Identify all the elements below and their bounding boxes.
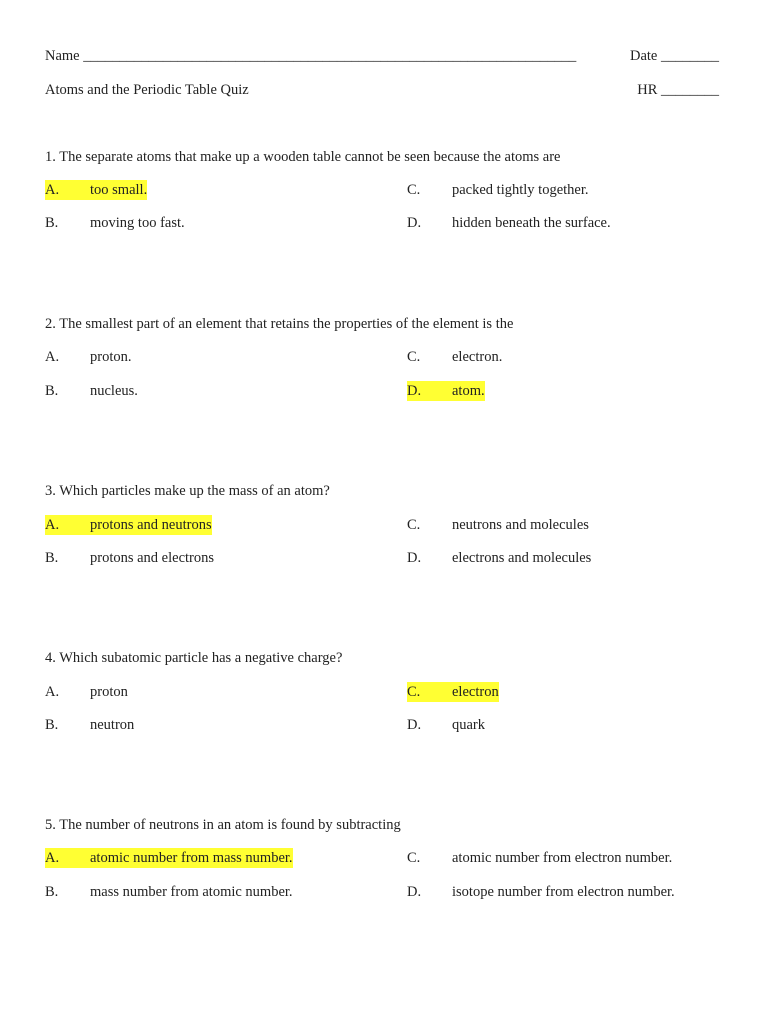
- option-d[interactable]: [407, 381, 485, 401]
- question-stem: 5. The number of neutrons in an atom is found by subtracting: [45, 817, 401, 833]
- hr-field[interactable]: HR ________: [637, 82, 719, 98]
- question-stem: 3. Which particles make up the mass of an atom?: [45, 483, 330, 499]
- option-a[interactable]: [45, 848, 293, 868]
- option-row: [45, 848, 725, 868]
- option-row: [45, 213, 725, 233]
- option-row: [45, 715, 725, 735]
- question-1: [45, 147, 725, 233]
- option-text: proton.: [90, 349, 132, 365]
- option-b[interactable]: [45, 715, 134, 735]
- option-text: atom.: [452, 383, 485, 399]
- option-text: nucleus.: [90, 383, 138, 399]
- option-row: [45, 515, 725, 535]
- option-c[interactable]: [407, 682, 499, 702]
- name-date-line: [45, 46, 719, 66]
- option-text: atomic number from mass number.: [90, 850, 293, 866]
- option-letter: D.: [407, 550, 422, 566]
- title-hr-line: [45, 80, 719, 100]
- option-row: [45, 882, 725, 902]
- option-letter: B.: [45, 383, 59, 399]
- option-text: electrons and molecules: [452, 550, 592, 566]
- option-text: too small.: [90, 182, 148, 198]
- option-c[interactable]: [407, 515, 589, 535]
- option-c[interactable]: [407, 848, 672, 868]
- option-letter: A.: [45, 349, 60, 365]
- date-field[interactable]: Date ________: [630, 48, 719, 64]
- option-d[interactable]: [407, 213, 611, 233]
- option-text: atomic number from electron number.: [452, 850, 673, 866]
- question-2: [45, 314, 725, 401]
- option-letter: C.: [407, 182, 421, 198]
- option-letter: C.: [407, 850, 421, 866]
- option-row: [45, 347, 725, 367]
- option-b[interactable]: [45, 381, 138, 401]
- option-a[interactable]: [45, 180, 147, 200]
- option-text: packed tightly together.: [452, 182, 589, 198]
- option-letter: D.: [407, 381, 452, 401]
- option-letter: A.: [45, 684, 60, 700]
- option-text: neutron: [90, 717, 135, 733]
- option-text: protons and neutrons: [90, 517, 212, 533]
- option-letter: A.: [45, 848, 90, 868]
- option-text: moving too fast.: [90, 215, 185, 231]
- option-letter: A.: [45, 515, 90, 535]
- option-row: [45, 548, 725, 568]
- option-text: hidden beneath the surface.: [452, 215, 611, 231]
- option-a[interactable]: [45, 682, 128, 702]
- option-letter: B.: [45, 717, 59, 733]
- option-letter: D.: [407, 884, 422, 900]
- option-d[interactable]: [407, 882, 675, 902]
- option-row: [45, 381, 725, 401]
- option-text: electron: [452, 684, 499, 700]
- option-letter: D.: [407, 215, 422, 231]
- quiz-title: Atoms and the Periodic Table Quiz: [45, 82, 249, 98]
- option-letter: B.: [45, 550, 59, 566]
- option-text: electron.: [452, 349, 503, 365]
- option-b[interactable]: [45, 548, 214, 568]
- option-text: mass number from atomic number.: [90, 884, 293, 900]
- option-b[interactable]: [45, 882, 293, 902]
- question-stem: 1. The separate atoms that make up a wooden table cannot be seen because the atoms are: [45, 149, 561, 165]
- option-letter: C.: [407, 349, 421, 365]
- option-row: [45, 180, 725, 200]
- option-letter: A.: [45, 180, 90, 200]
- option-b[interactable]: [45, 213, 185, 233]
- option-text: neutrons and molecules: [452, 517, 589, 533]
- option-d[interactable]: [407, 715, 485, 735]
- option-text: isotope number from electron number.: [452, 884, 675, 900]
- option-d[interactable]: [407, 548, 591, 568]
- option-text: proton: [90, 684, 128, 700]
- option-letter: B.: [45, 215, 59, 231]
- option-letter: B.: [45, 884, 59, 900]
- option-letter: D.: [407, 717, 422, 733]
- question-4: [45, 648, 725, 735]
- option-letter: C.: [407, 682, 452, 702]
- option-text: quark: [452, 717, 486, 733]
- question-stem: 4. Which subatomic particle has a negative charge?: [45, 650, 343, 666]
- option-row: [45, 682, 725, 702]
- option-c[interactable]: [407, 180, 589, 200]
- option-a[interactable]: [45, 347, 131, 367]
- name-field[interactable]: Name ____________________________________________________________________: [45, 48, 577, 64]
- option-c[interactable]: [407, 347, 502, 367]
- question-stem: 2. The smallest part of an element that retains the properties of the element is the: [45, 316, 514, 332]
- option-a[interactable]: [45, 515, 212, 535]
- option-letter: C.: [407, 517, 421, 533]
- question-5: [45, 815, 725, 902]
- option-text: protons and electrons: [90, 550, 215, 566]
- question-3: [45, 481, 725, 568]
